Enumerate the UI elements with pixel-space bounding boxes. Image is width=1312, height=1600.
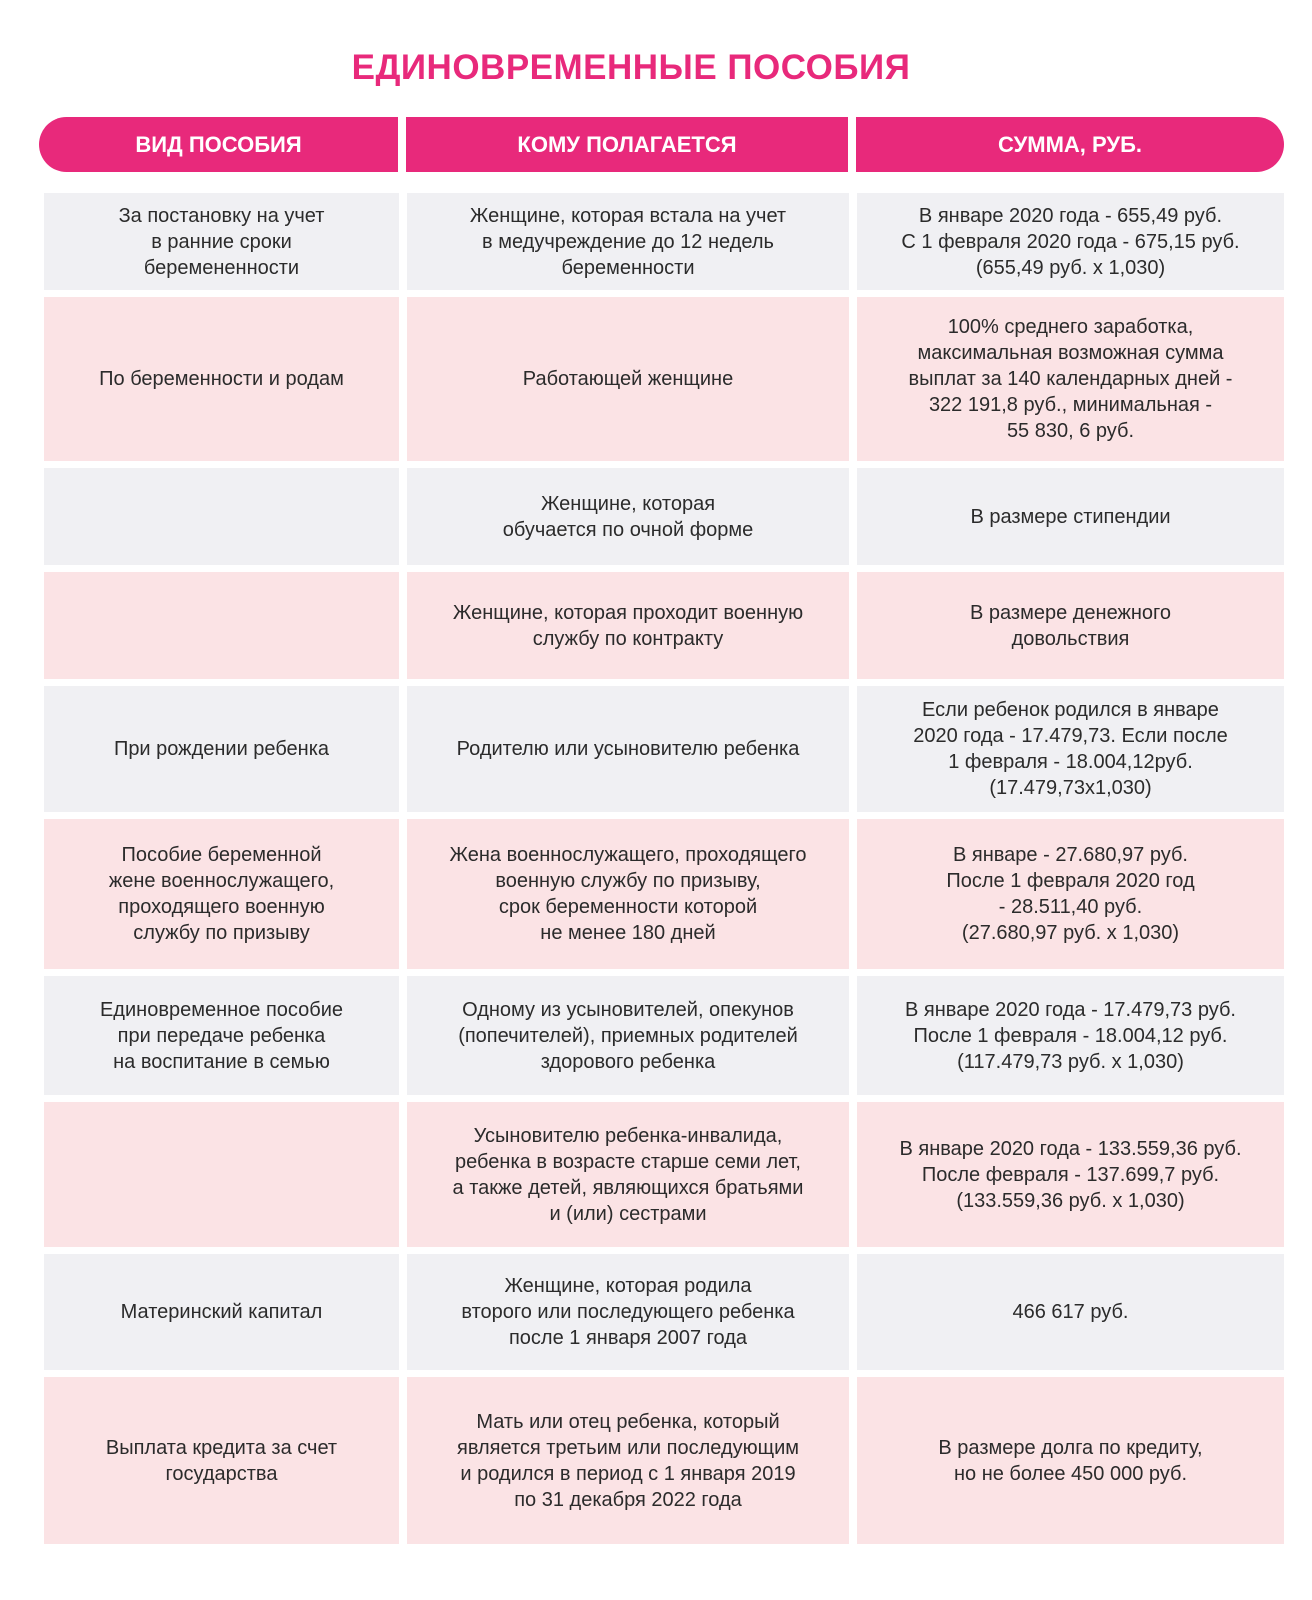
amount-cell: Если ребенок родился в январе 2020 года - 17.479,73. Если после 1 февраля - 18.004,12руб. (17.479,73х1,030) — [857, 686, 1284, 812]
benefit-type-cell: За постановку на учет в ранние сроки беремененности — [44, 193, 399, 290]
table-row — [44, 468, 1284, 565]
recipient-cell: Жена военнослужащего, проходящего военную службу по призыву, срок беременности которой не менее 180 дней — [407, 819, 849, 969]
benefit-type-cell: При рождении ребенка — [44, 686, 399, 812]
benefit-type-cell — [44, 1102, 399, 1247]
recipient-cell: Работающей женщине — [407, 297, 849, 461]
recipient-cell: Женщине, которая встала на учет в медучреждение до 12 недель беременности — [407, 193, 849, 290]
amount-cell: 100% среднего заработка, максимальная возможная сумма выплат за 140 календарных дней - 322 191,8 руб., минимальная - 55 830, 6 руб. — [857, 297, 1284, 461]
benefit-type-cell: Материнский капитал — [44, 1254, 399, 1370]
benefit-type-cell: По беременности и родам — [44, 297, 399, 461]
recipient-cell: Женщине, которая проходит военную службу по контракту — [407, 572, 849, 679]
benefit-type-cell: Единовременное пособие при передаче ребенка на воспитание в семью — [44, 976, 399, 1095]
amount-cell: В январе 2020 года - 17.479,73 руб. После 1 февраля - 18.004,12 руб. (117.479,73 руб. х 1,030) — [857, 976, 1284, 1095]
recipient-cell: Мать или отец ребенка, который является третьим или последующим и родился в период с 1 января 2019 по 31 декабря 2022 года — [407, 1377, 849, 1544]
amount-cell: В январе 2020 года - 655,49 руб. С 1 февраля 2020 года - 675,15 руб. (655,49 руб. х 1,030) — [857, 193, 1284, 290]
table-row — [44, 193, 1284, 290]
benefit-type-cell — [44, 468, 399, 565]
page-title: ЕДИНОВРЕМЕННЫЕ ПОСОБИЯ — [351, 48, 911, 87]
table-header — [39, 117, 1284, 172]
benefit-type-cell: Выплата кредита за счет государства — [44, 1377, 399, 1544]
amount-cell: В размере долга по кредиту, но не более 450 000 руб. — [857, 1377, 1284, 1544]
recipient-cell: Женщине, которая обучается по очной форме — [407, 468, 849, 565]
header-benefit-type: ВИД ПОСОБИЯ — [39, 117, 398, 172]
benefit-type-cell — [44, 572, 399, 679]
amount-cell: В январе - 27.680,97 руб. После 1 февраля 2020 год - 28.511,40 руб. (27.680,97 руб. х 1,030) — [857, 819, 1284, 969]
table-row — [44, 572, 1284, 679]
table-row — [44, 686, 1284, 812]
recipient-cell: Женщине, которая родила второго или последующего ребенка после 1 января 2007 года — [407, 1254, 849, 1370]
table-row — [44, 976, 1284, 1095]
amount-cell: 466 617 руб. — [857, 1254, 1284, 1370]
table-row — [44, 297, 1284, 461]
table-row — [44, 1102, 1284, 1247]
benefit-type-cell: Пособие беременной жене военнослужащего, проходящего военную службу по призыву — [44, 819, 399, 969]
amount-cell: В размере денежного довольствия — [857, 572, 1284, 679]
header-amount: СУММА, РУБ. — [856, 117, 1284, 172]
table-row — [44, 1377, 1284, 1544]
recipient-cell: Родителю или усыновителю ребенка — [407, 686, 849, 812]
table-row — [44, 819, 1284, 969]
amount-cell: В размере стипендии — [857, 468, 1284, 565]
recipient-cell: Одному из усыновителей, опекунов (попечителей), приемных родителей здорового ребенка — [407, 976, 849, 1095]
amount-cell: В январе 2020 года - 133.559,36 руб. После февраля - 137.699,7 руб. (133.559,36 руб. х 1,030) — [857, 1102, 1284, 1247]
table-row — [44, 1254, 1284, 1370]
benefits-table — [44, 193, 1284, 1551]
recipient-cell: Усыновителю ребенка-инвалида, ребенка в возрасте старше семи лет, а также детей, являющихся братьями и (или) сестрами — [407, 1102, 849, 1247]
header-recipient: КОМУ ПОЛАГАЕТСЯ — [406, 117, 848, 172]
